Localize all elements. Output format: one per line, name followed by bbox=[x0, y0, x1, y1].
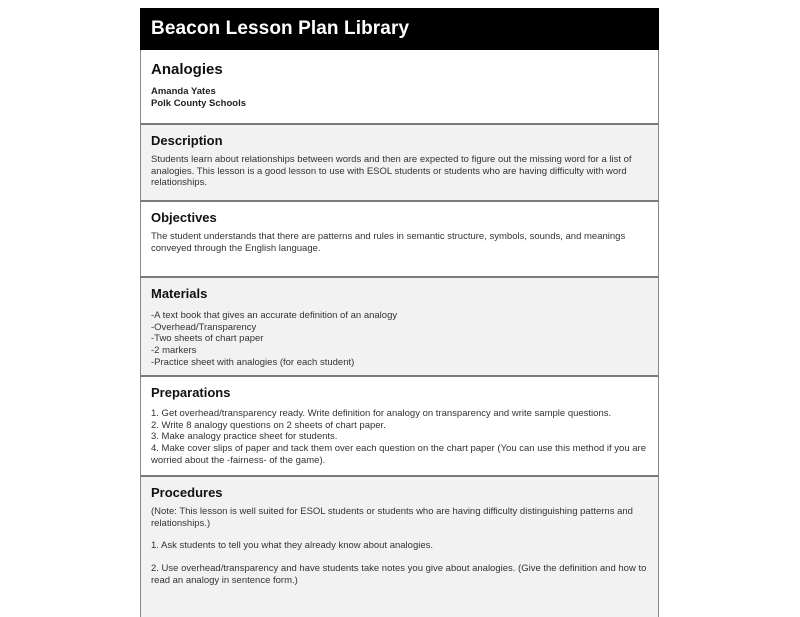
objectives-text: The student understands that there are patterns and rules in semantic structure, symbols, sounds, and meanings conveyed through the English language. bbox=[151, 231, 626, 254]
materials-item: -2 markers bbox=[151, 345, 197, 357]
preparations-item: 2. Write 8 analogy questions on 2 sheets of chart paper. bbox=[151, 419, 386, 431]
site-title: Beacon Lesson Plan Library bbox=[151, 18, 410, 39]
preparations-heading: Preparations bbox=[151, 385, 231, 400]
description-text: Students learn about relationships between words and then are expected to figure out the missing word for a list of analogies. This lesson is a good lesson to use with ESOL students or students who are having difficulty with word relationships. bbox=[151, 154, 632, 189]
description-section bbox=[140, 125, 659, 202]
materials-item: -Two sheets of chart paper bbox=[151, 333, 264, 345]
preparations-section bbox=[140, 377, 659, 477]
materials-item: -Overhead/Transparency bbox=[151, 321, 257, 333]
lesson-plan-page bbox=[140, 8, 659, 617]
description-heading: Description bbox=[151, 133, 223, 148]
preparations-item: 4. Make cover slips of paper and tack them over each question on the chart paper (You can use this method if you are worried about the -fairness- of the game). bbox=[151, 443, 646, 466]
objectives-heading: Objectives bbox=[151, 210, 217, 225]
procedures-note: (Note: This lesson is well suited for ESOL students or students who are having difficulty distinguishing patterns and relationships.) bbox=[151, 506, 633, 529]
preparations-item: 1. Get overhead/transparency ready. Write definition for analogy on transparency and write sample questions. bbox=[151, 408, 612, 419]
materials-heading: Materials bbox=[151, 286, 208, 301]
materials-section bbox=[140, 278, 659, 377]
procedures-heading: Procedures bbox=[151, 485, 223, 500]
lesson-organization: Polk County Schools bbox=[151, 98, 247, 109]
lesson-title: Analogies bbox=[151, 61, 223, 78]
procedures-section bbox=[140, 477, 659, 617]
procedures-step: 1. Ask students to tell you what they already know about analogies. bbox=[151, 540, 434, 552]
materials-item: -A text book that gives an accurate definition of an analogy bbox=[151, 310, 398, 321]
lesson-title-section bbox=[140, 50, 659, 125]
preparations-item: 3. Make analogy practice sheet for students. bbox=[151, 431, 338, 443]
procedures-step: 2. Use overhead/transparency and have students take notes you give about analogies. (Give the definition and how to read an analogy in sentence form.) bbox=[151, 563, 647, 586]
lesson-author: Amanda Yates bbox=[151, 86, 216, 97]
materials-item: -Practice sheet with analogies (for each student) bbox=[151, 356, 355, 368]
site-header bbox=[140, 8, 659, 50]
objectives-section bbox=[140, 202, 659, 278]
